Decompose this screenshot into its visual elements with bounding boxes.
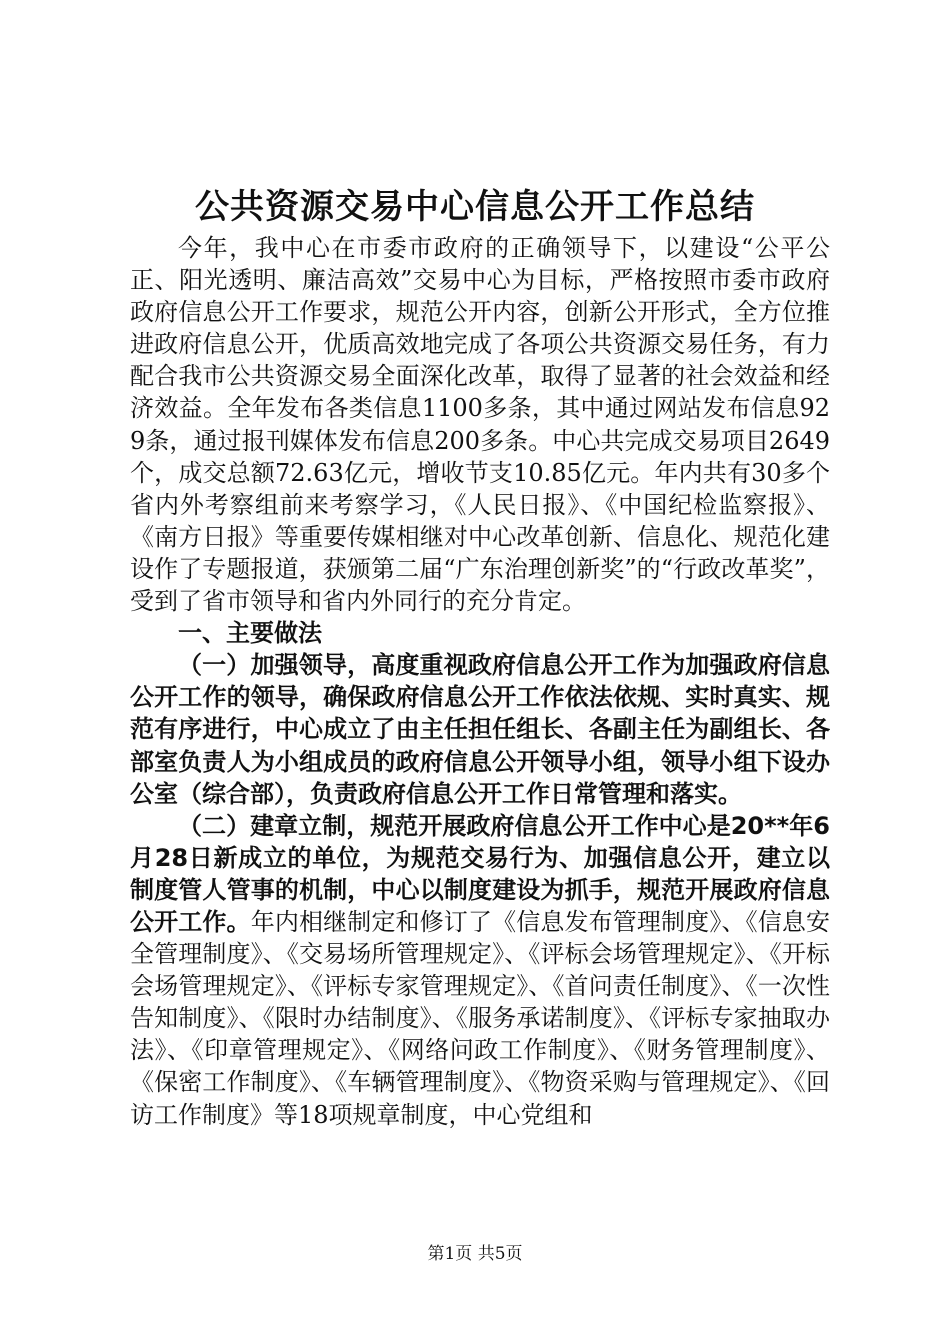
- section-heading-main-practices: 一、主要做法: [178, 619, 322, 648]
- paragraph-regulations-lead: （二）建章立制，规范开展政府信息公开工作中心是20**年6月28日新成立的单位，为规范交易行为、加强信息公开，建立以制度管人管事的机制，中心以制度建设为抓手，规范开展政府信息公开工作。: [130, 811, 830, 936]
- page-footer: 第1页 共5页: [427, 1244, 523, 1264]
- document-title: 公共资源交易中心信息公开工作总结: [195, 187, 755, 227]
- paragraph-leadership: （一）加强领导，高度重视政府信息公开工作为加强政府信息公开工作的领导，确保政府信息公开工作依法依规、实时真实、规范有序进行，中心成立了由主任担任组长、各副主任为副组长、各部室负责人为小组成员的政府信息公开领导小组，领导小组下设办公室（综合部），负责政府信息公开工作日常管理和落实。: [130, 651, 830, 808]
- paragraph-regulations-body: 年内相继制定和修订了《信息发布管理制度》、《信息安全管理制度》、《交易场所管理规定》、《评标会场管理规定》、《开标会场管理规定》、《评标专家管理规定》、《首问责任制度》、《一次性告知制度》、《限时办结制度》、《服务承诺制度》、《评标专家抽取办法》、《印章管理规定》、《网络问政工作制度》、《财务管理制度》、《保密工作制度》、《车辆管理制度》、《物资采购与管理规定》、《回访工作制度》等18项规章制度，中心党组和: [130, 907, 831, 1129]
- document-body: [130, 232, 830, 1131]
- paragraph-regulations: [130, 810, 830, 1131]
- intro-paragraph: 今年，我中心在市委市政府的正确领导下，以建设“公平公正、阳光透明、廉洁高效”交易中心为目标，严格按照市委市政府政府信息公开工作要求，规范公开内容，创新公开形式，全方位推进政府信息公开，优质高效地完成了各项公共资源交易任务，有力配合我市公共资源交易全面深化改革，取得了显著的社会效益和经济效益。全年发布各类信息1100多条，其中通过网站发布信息929条，通过报刊媒体发布信息200多条。中心共完成交易项目2649个，成交总额72.63亿元，增收节支10.85亿元。年内共有30多个省内外考察组前来考察学习，《人民日报》、《中国纪检监察报》、《南方日报》等重要传媒相继对中心改革创新、信息化、规范化建设作了专题报道，获颁第二届“广东治理创新奖”的“行政改革奖”，受到了省市领导和省内外同行的充分肯定。: [130, 234, 830, 616]
